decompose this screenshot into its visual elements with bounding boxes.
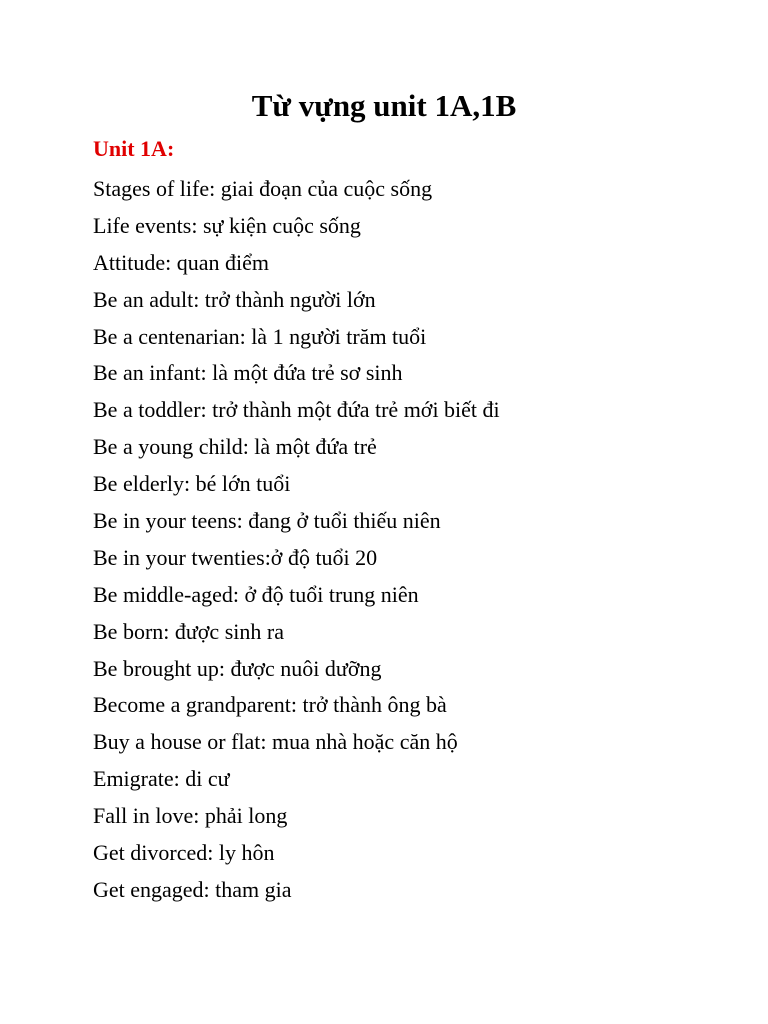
vocab-item: Be born: được sinh ra <box>93 618 284 644</box>
vocab-item: Get divorced: ly hôn <box>93 840 275 866</box>
vocab-item: Be an adult: trở thành người lớn <box>93 286 376 312</box>
vocab-item: Be middle-aged: ở độ tuổi trung niên <box>93 581 419 607</box>
vocab-item: Get engaged: tham gia <box>93 876 292 902</box>
vocab-item: Buy a house or flat: mua nhà hoặc căn hộ <box>93 729 458 755</box>
vocab-item: Become a grandparent: trở thành ông bà <box>93 692 447 718</box>
vocab-item: Be an infant: là một đứa trẻ sơ sinh <box>93 360 403 386</box>
vocab-item: Life events: sự kiện cuộc sống <box>93 212 361 238</box>
vocab-item: Be in your twenties:ở độ tuổi 20 <box>93 544 378 570</box>
vocab-item: Be a centenarian: là 1 người trăm tuổi <box>93 323 427 349</box>
vocab-item: Attitude: quan điểm <box>93 249 269 275</box>
document-title: Từ vựng unit 1A,1B <box>251 88 517 123</box>
vocab-item: Be a toddler: trở thành một đứa trẻ mới biết đi <box>93 397 500 423</box>
vocab-item: Be in your teens: đang ở tuổi thiếu niên <box>93 508 441 534</box>
vocab-item: Be elderly: bé lớn tuổi <box>93 471 291 497</box>
vocab-item: Be a young child: là một đứa trẻ <box>93 434 377 460</box>
vocab-item: Be brought up: được nuôi dưỡng <box>93 655 382 681</box>
vocab-item: Emigrate: di cư <box>93 766 230 792</box>
section-heading-unit-1a: Unit 1A: <box>93 136 175 161</box>
vocab-item: Stages of life: giai đoạn của cuộc sống <box>93 176 433 201</box>
vocab-item: Fall in love: phải long <box>93 803 288 829</box>
vocabulary-list <box>93 171 713 909</box>
